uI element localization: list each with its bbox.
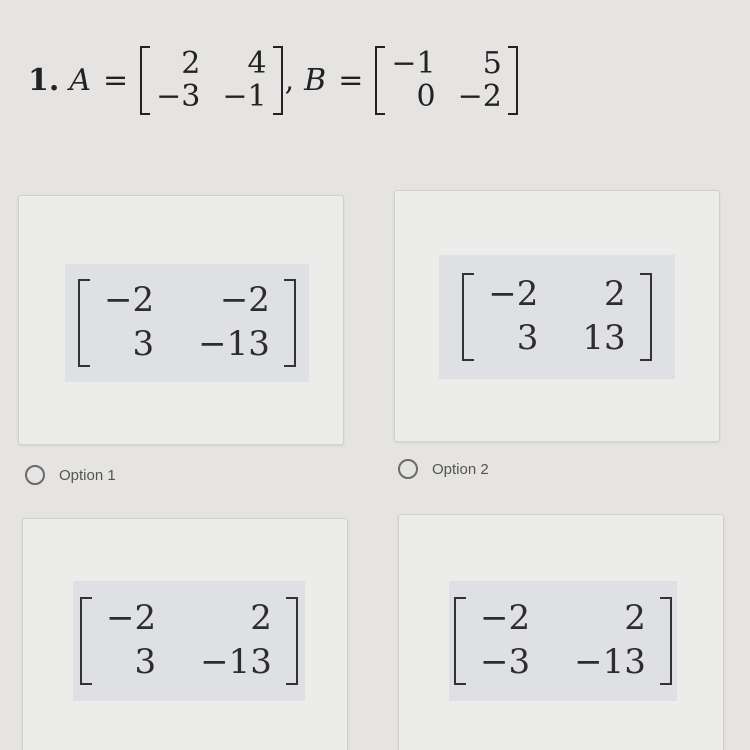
left-bracket: [454, 597, 466, 684]
question-number: 1.: [28, 62, 60, 98]
left-bracket: [78, 279, 90, 366]
right-bracket: [660, 597, 672, 684]
option-1-radio[interactable]: [25, 465, 45, 485]
option-2-matrix: [462, 273, 651, 360]
left-bracket: [80, 597, 92, 684]
option-4-image: [449, 581, 677, 701]
matrix-b-cell: 5: [482, 45, 502, 81]
option-2-cell: −2: [488, 274, 539, 315]
matrix-b-cell: −2: [457, 79, 502, 114]
option-3-matrix: [80, 597, 298, 684]
left-bracket: [140, 46, 150, 115]
option-4-matrix: [454, 597, 672, 684]
left-bracket: [375, 46, 385, 115]
option-3-cell: 2: [250, 598, 272, 639]
option-3-card[interactable]: [22, 518, 348, 750]
option-1-cell: −2: [104, 280, 155, 321]
option-2-cell: 3: [516, 318, 539, 358]
matrix-a-cell: −1: [222, 79, 267, 114]
option-3-cell: −13: [200, 642, 272, 682]
matrix-b-cell: 0: [416, 79, 436, 114]
option-2-image: [439, 255, 675, 379]
matrix-a-cell: −3: [156, 79, 201, 114]
option-4-card[interactable]: [398, 514, 724, 750]
option-4-cell: −2: [480, 598, 531, 639]
option-3-cell: 3: [134, 642, 157, 682]
matrix-a-cell: 4: [247, 45, 267, 81]
option-2-radio-row[interactable]: [398, 459, 489, 479]
left-bracket: [462, 273, 474, 360]
option-4-cell: −3: [480, 642, 531, 682]
option-1-radio-row[interactable]: [25, 465, 116, 485]
question-prompt: [28, 30, 518, 130]
option-1-cell: −2: [219, 280, 270, 321]
option-3-image: [73, 581, 305, 701]
right-bracket: [286, 597, 298, 684]
option-1-label: Option 1: [59, 466, 116, 484]
matrix-b-name: B: [304, 62, 327, 98]
option-2-card[interactable]: [394, 190, 720, 442]
option-1-matrix: [78, 279, 296, 366]
option-1-cell: −13: [198, 324, 270, 364]
matrix-a-name: A: [69, 62, 91, 98]
equals-sign: =: [338, 62, 364, 98]
right-bracket: [508, 46, 518, 115]
option-4-cell: 2: [624, 598, 646, 639]
right-bracket: [273, 46, 283, 115]
option-2-radio[interactable]: [398, 459, 418, 479]
option-2-cell: 2: [604, 274, 626, 315]
right-bracket: [640, 273, 652, 360]
comma: ,: [284, 62, 295, 98]
option-1-image: [65, 264, 309, 382]
matrix-a-cell: 2: [181, 45, 201, 81]
option-3-cell: −2: [106, 598, 157, 639]
option-2-cell: 13: [582, 318, 626, 358]
matrix-a: [140, 46, 282, 115]
option-1-cell: 3: [132, 324, 155, 364]
matrix-b-cell: −1: [391, 45, 436, 81]
option-2-label: Option 2: [432, 460, 489, 478]
equals-sign: =: [103, 62, 129, 98]
right-bracket: [284, 279, 296, 366]
option-1-card[interactable]: [18, 195, 344, 445]
matrix-b: [375, 46, 517, 115]
option-4-cell: −13: [574, 642, 646, 682]
